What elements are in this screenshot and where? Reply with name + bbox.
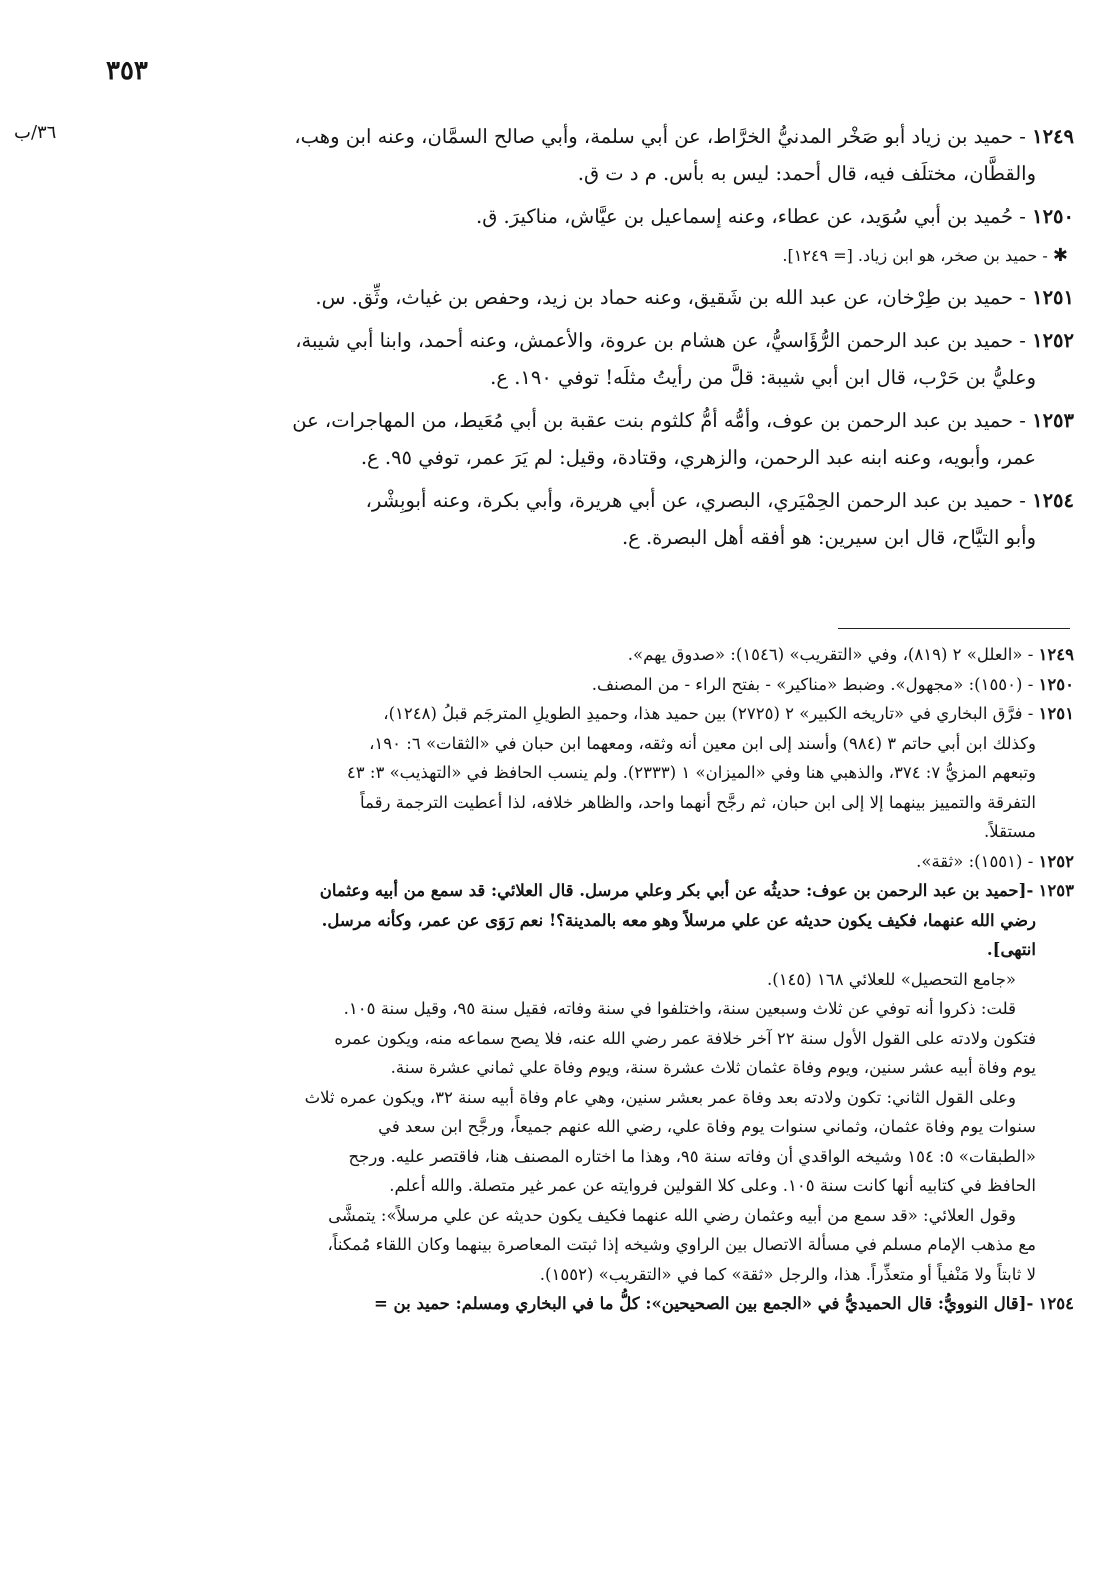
note-1252 xyxy=(64,847,1074,877)
entry-1253 xyxy=(64,402,1074,476)
note-number: ١٢٤٩ xyxy=(1038,645,1074,664)
entry-text: - حُميد بن أبي سُوَيد، عن عطاء، وعنه إسماعيل بن عيَّاش، مناكيرَ. ق. xyxy=(476,205,1026,228)
note-number: ١٢٥١ xyxy=(1038,704,1074,723)
note-text: - (١٥٥١): «ثقة». xyxy=(916,851,1034,871)
footnote-divider xyxy=(838,628,1070,629)
entry-text-cont: والقطَّان، مختلَف فيه، قال أحمد: ليس به بأس. م د ت ق. xyxy=(577,162,1036,185)
note-paragraph-line: سنوات يوم وفاة عثمان، وثماني سنوات يوم وفاة علي، رضي الله عنهم جميعاً، ورجَّح ابن سعد في xyxy=(378,1117,1036,1136)
cross-reference-entry xyxy=(64,241,1074,271)
note-text-cont: وكذلك ابن أبي حاتم ٣ (٩٨٤) وأسند إلى ابن معين أنه وثقه، ومعهما ابن حبان في «الثقات» ٦: ١٩٠، xyxy=(369,733,1036,753)
note-paragraph-line: وعلى القول الثاني: تكون ولادته بعد وفاة عمر بعشر سنين، وهي عام وفاة أبيه سنة ٣٢، ويكون عمره ثلاث xyxy=(304,1087,1016,1107)
footnotes xyxy=(64,640,1074,1319)
entry-text-cont: وأبو التيَّاح، قال ابن سيرين: هو أفقه أهل البصرة. ع. xyxy=(621,526,1036,549)
entry-number: ١٢٥١ xyxy=(1032,286,1074,309)
note-paragraph-line: لا ثابتاً ولا مَنْفياً أو متعذِّراً. هذا، والرجل «ثقة» كما في «التقريب» (١٥٥٢). xyxy=(539,1264,1036,1284)
note-1254 xyxy=(64,1289,1074,1319)
main-text xyxy=(64,118,1074,562)
entry-number: ١٢٥٠ xyxy=(1032,205,1074,228)
entry-number: ١٢٤٩ xyxy=(1032,125,1074,148)
entry-1251 xyxy=(64,279,1074,316)
note-1249 xyxy=(64,640,1074,670)
note-1250 xyxy=(64,670,1074,700)
note-paragraph-line: مع مذهب الإمام مسلم في مسألة الاتصال بين الراوي وشيخه إذا ثبتت المعاصرة بينهما وكان اللقاء مُمكناً، xyxy=(327,1235,1036,1254)
manuscript-folio-mark: ٣٦/ب xyxy=(14,122,57,143)
asterisk-icon: ✱ xyxy=(1052,245,1068,266)
note-paragraph-line: يوم وفاة أبيه عشر سنين، ويوم وفاة عثمان ثلاث عشرة سنة، ويوم وفاة علي ثماني عشرة سنة. xyxy=(390,1058,1036,1077)
note-1251 xyxy=(64,699,1074,847)
note-quote: -[حميد بن عبد الرحمن بن عوف: حديثُه عن أبي بكر وعلي مرسل. قال العلائي: قد سمع من أبيه وعثمان xyxy=(319,881,1034,900)
note-quote-cont: انتهى]. xyxy=(986,940,1036,959)
page-number: ٣٥٣ xyxy=(106,56,148,86)
note-number: ١٢٥٤ xyxy=(1038,1294,1074,1313)
note-paragraph-line: قلت: ذكروا أنه توفي عن ثلاث وسبعين سنة، واختلفوا في سنة وفاته، فقيل سنة ٩٥، وقيل سنة ١٠٥. xyxy=(343,999,1016,1018)
entry-text-cont: وعليُّ بن حَرْب، قال ابن أبي شيبة: قلَّ من رأيتُ مثلَه! توفي ١٩٠. ع. xyxy=(490,366,1036,389)
note-number: ١٢٥٣ xyxy=(1038,881,1074,900)
note-1253 xyxy=(64,876,1074,1289)
note-paragraph-line: «الطبقات» ٥: ١٥٤ وشيخه الواقدي أن وفاته سنة ٩٥، وهذا ما اختاره المصنف هنا، فاقتصر عليه. ورجح xyxy=(348,1146,1036,1166)
note-paragraph-line: وقول العلائي: «قد سمع من أبيه وعثمان رضي الله عنهما فكيف يكون حديثه عن علي مرسلاً»: يتمشَّى xyxy=(328,1205,1016,1225)
entry-1250 xyxy=(64,198,1074,235)
note-number: ١٢٥٢ xyxy=(1038,851,1074,871)
note-text: - (١٥٥٠): «مجهول». وضبط «مناكير» - بفتح الراء - من المصنف. xyxy=(591,674,1034,694)
entry-1249 xyxy=(64,118,1074,192)
note-text-cont: مستقلاً. xyxy=(984,822,1036,841)
entry-1254 xyxy=(64,482,1074,556)
note-number: ١٢٥٠ xyxy=(1038,674,1074,694)
note-text: - فرَّق البخاري في «تاريخه الكبير» ٢ (٢٧٢٥) بين حميد هذا، وحميدِ الطويلِ المترجَم قبلُ (١٢٤٨)، xyxy=(383,704,1034,723)
entry-text: - حميد بن طِرْخان، عن عبد الله بن شَقيق، وعنه حماد بن زيد، وحفص بن غياث، وثِّق. س. xyxy=(315,286,1026,309)
entry-text: - حميد بن عبد الرحمن الرُّؤَاسيُّ، عن هشام بن عروة، والأعمش، وعنه أحمد، وابنا أبي شيبة، xyxy=(295,329,1026,352)
entry-text-cont: عمر، وأبويه، وعنه ابنه عبد الرحمن، والزهري، وقتادة، وقيل: لم يَرَ عمر، توفي ٩٥. ع. xyxy=(360,446,1036,469)
note-quote-cont: رضي الله عنهما، فكيف يكون حديثه عن علي مرسلاً وهو معه بالمدينة؟! نعم رَوَى عن عمر، وكأنه مرسل. xyxy=(321,910,1036,930)
note-text-cont: وتبعهم المزيُّ ٧: ٣٧٤، والذهبي هنا وفي «الميزان» ١ (٢٣٣٣). ولم ينسب الحافظ في «التهذيب» ٣: ٤٣ xyxy=(346,763,1036,782)
entry-text: - حميد بن زياد أبو صَخْر المدنيُّ الخرَّاط، عن أبي سلمة، وأبي صالح السمَّان، وعنه ابن وهب، xyxy=(294,125,1026,148)
entry-text: - حميد بن عبد الرحمن بن عوف، وأمُّه أمُّ كلثوم بنت عقبة بن أبي مُعَيط، من المهاجرات، عن xyxy=(292,409,1026,432)
note-paragraph-line: الحافظ في كتابيه أنها كانت سنة ١٠٥. وعلى كلا القولين فروايته عن عمر غير متصلة. والله أعلم. xyxy=(389,1176,1036,1195)
entry-number: ١٢٥٤ xyxy=(1032,489,1074,512)
entry-number: ١٢٥٢ xyxy=(1032,329,1074,352)
entry-1252 xyxy=(64,322,1074,396)
note-paragraph-line: فتكون ولادته على القول الأول سنة ٢٢ آخر خلافة عمر رضي الله عنه، فلا يصح سماعه منه، ويكون عمره xyxy=(334,1028,1036,1048)
note-source: «جامع التحصيل» للعلائي ١٦٨ (١٤٥). xyxy=(767,969,1016,989)
entry-text: - حميد بن صخر، هو ابن زياد. [= ١٢٤٩]. xyxy=(782,246,1048,265)
entry-number: ١٢٥٣ xyxy=(1032,409,1074,432)
note-text-cont: التفرقة والتمييز بينهما إلا إلى ابن حبان، ثم رجَّح أنهما واحد، والظاهر خلافه، لذا أعطيت الترجمة رقماً xyxy=(360,792,1036,812)
note-text: -[قال النوويُّ: قال الحميديُّ في «الجمع بين الصحيحين»: كلُّ ما في البخاري ومسلم: حميد بن = xyxy=(373,1294,1034,1313)
note-text: - «العلل» ٢ (٨١٩)، وفي «التقريب» (١٥٤٦): «صدوق يهم». xyxy=(627,645,1034,664)
entry-text: - حميد بن عبد الرحمن الحِمْيَري، البصري، عن أبي هريرة، وأبي بكرة، وعنه أبوبِشْر، xyxy=(365,489,1026,512)
